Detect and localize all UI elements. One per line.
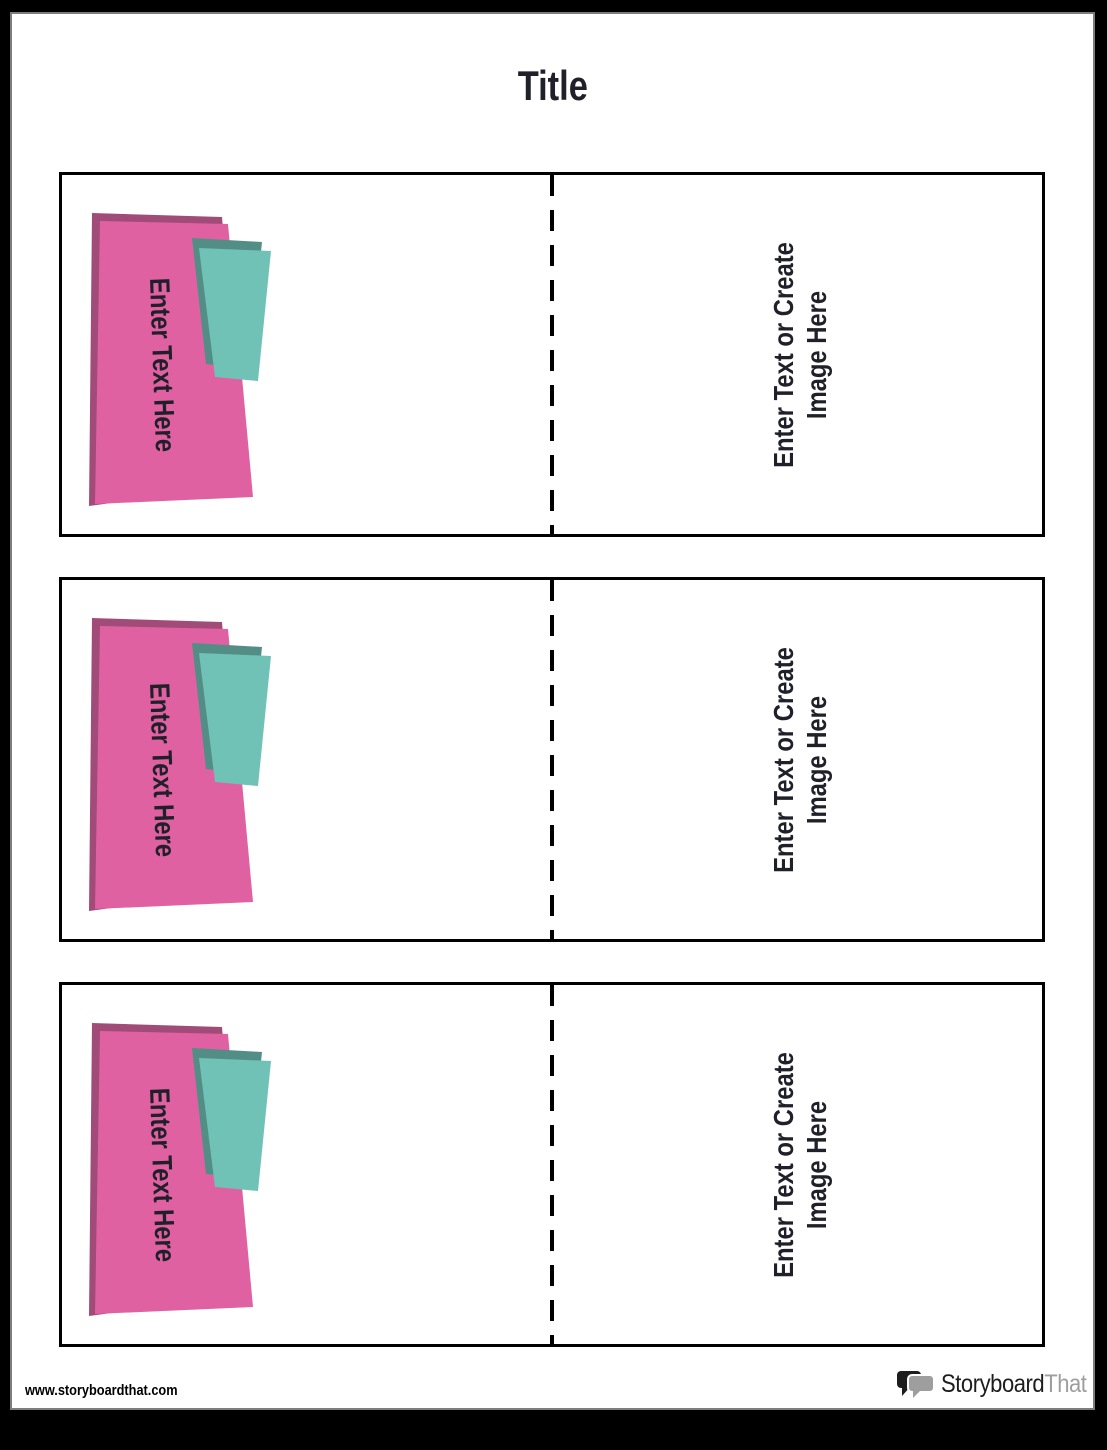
right-text-line1: Enter Text or Create	[768, 647, 799, 873]
left-text-placeholder[interactable]: Enter Text Here	[143, 277, 182, 453]
left-text-placeholder[interactable]: Enter Text Here	[143, 682, 182, 858]
sticky-notes-graphic	[62, 580, 1042, 939]
worksheet-page	[10, 12, 1095, 1410]
right-text-placeholder[interactable]	[767, 1052, 833, 1278]
brand-name-secondary: That	[1044, 1369, 1087, 1398]
brand-name	[941, 1370, 1086, 1399]
sticky-notes-graphic	[62, 985, 1042, 1344]
website-url: www.storyboardthat.com	[25, 1382, 178, 1399]
right-text-line1: Enter Text or Create	[768, 242, 799, 468]
brand-name-primary: Storyboard	[941, 1369, 1045, 1398]
storyboardthat-logo	[896, 1369, 1106, 1399]
right-text-line2: Image Here	[801, 1100, 832, 1230]
page-title-text: Title	[517, 62, 588, 109]
right-text-placeholder[interactable]	[767, 242, 833, 468]
left-text-placeholder[interactable]: Enter Text Here	[143, 1087, 182, 1263]
bookmark-card[interactable]	[59, 577, 1045, 942]
page-title[interactable]	[12, 62, 1093, 110]
right-text-line2: Image Here	[801, 290, 832, 420]
bookmark-card[interactable]	[59, 982, 1045, 1347]
right-text-placeholder[interactable]	[767, 647, 833, 873]
sticky-notes-graphic	[62, 175, 1042, 534]
bookmark-card[interactable]	[59, 172, 1045, 537]
right-text-line2: Image Here	[801, 695, 832, 825]
speech-bubbles-icon	[896, 1369, 936, 1399]
right-text-line1: Enter Text or Create	[768, 1052, 799, 1278]
